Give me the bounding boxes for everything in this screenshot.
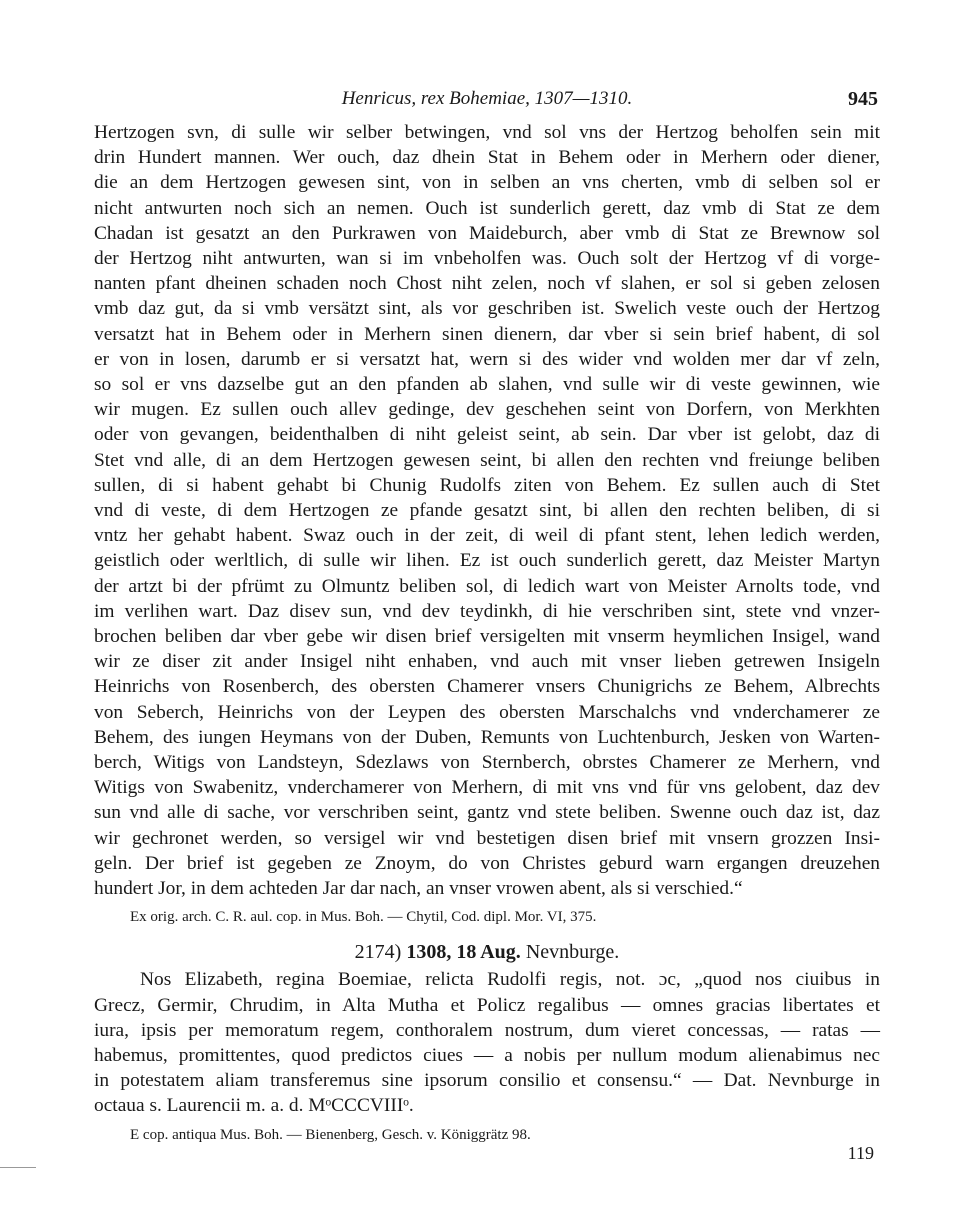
text-line: geln. Der brief ist gegeben ze Znoym, do von Christes geburd warn ergangen dreuzehen <box>94 852 880 874</box>
text-line: sullen, di si habent gehabt bi Chunig Rudolfs ziten von Behem. Ez sullen auch di Stet <box>94 474 880 496</box>
text-line: von Seberch, Heinrichs von der Leypen des obersten Marschalchs vnd vnderchamerer ze <box>94 701 880 723</box>
document-text <box>94 967 880 1118</box>
text-line: sun vnd alle di sache, vor verschriben seint, gantz vnd stete beliben. Swenne ouch daz ist, daz <box>94 802 880 824</box>
text-line: oder von gevangen, beidenthalben di niht geleist seint, ab sein. Dar vber ist gelobt, daz di <box>94 424 880 446</box>
source-citation: E cop. antiqua Mus. Boh. — Bienenberg, Gesch. v. Königgrätz 98. <box>130 1126 531 1143</box>
text-line: Grecz, Germir, Chrudim, in Alta Mutha et Policz regalibus — omnes gracias libertates et <box>94 994 880 1016</box>
running-header <box>94 84 880 120</box>
folio-number: 119 <box>847 1143 874 1163</box>
text-line: hundert Jor, in dem achteden Jar dar nach, an vnser vrowen abent, als si verschied.“ <box>94 878 743 900</box>
text-line: octaua s. Laurencii m. a. d. MᵒCCCVIIIᵒ. <box>94 1095 414 1117</box>
text-line: drin Hundert mannen. Wer ouch, daz dhein Stat in Behem oder in Merhern oder diener, <box>94 147 880 169</box>
running-title: Henricus, rex Bohemiae, 1307—1310. <box>341 88 633 109</box>
document-date: 1308, 18 Aug. <box>406 941 521 964</box>
text-line: nicht antwurten noch sich an nemen. Ouch ist sunderlich gerett, daz vmb di Stat ze dem <box>94 197 880 219</box>
text-line: der artzt bi der pfrümt zu Olmuntz beliben sol, di ledich wart von Meister Arnolts tode, vnd <box>94 575 880 597</box>
text-line: nanten pfant dheinen schaden noch Chost niht zelen, noch vf slahen, er sol si geben zelosen <box>94 273 880 295</box>
page-number: 945 <box>848 88 878 110</box>
document-heading <box>94 939 880 965</box>
text-line: wir mugen. Ez sullen ouch allev gedinge, dev geschehen seint von Dorfern, von Merkhten <box>94 399 880 421</box>
text-line: der Hertzog niht antwurten, wan si im vnbeholfen was. Ouch solt der Hertzog vf di vorge- <box>94 248 880 270</box>
text-line: Hertzogen svn, di sulle wir selber betwingen, vnd sol vns der Hertzog beholfen sein mit <box>94 122 880 143</box>
document-page <box>94 84 880 1145</box>
text-line: brochen beliben dar vber gebe wir disen brief versigelten mit vnserm heymlichen Insigel, wand <box>94 626 880 648</box>
document-number: 2174) <box>354 941 402 964</box>
text-line: vntz her gehabt habent. Swaz ouch in der zeit, di weil di pfant stent, lehen ledich werden, <box>94 525 880 547</box>
text-line: wir ze diser zit ander Insigel niht enhaben, vnd auch mit vnser lieben getrewen Insigeln <box>94 651 880 673</box>
text-line: vmb daz gut, da si vmb versätzt sint, als vor geschriben ist. Swelich veste ouch der Hertzog <box>94 298 880 320</box>
text-line: in potestatem aliam transferemus sine ipsorum consilio et consensu.“ — Dat. Nevnburge in <box>94 1070 880 1092</box>
text-line: berch, Witigs von Landsteyn, Sdezlaws von Sternberch, obrstes Chamerer ze Merhern, vnd <box>94 752 880 774</box>
text-line: so sol er vns dazselbe gut an den pfanden ab slahen, vnd sulle wir di veste gewinnen, wie <box>94 374 880 396</box>
text-line: Chadan ist gesatzt an den Purkrawen von Maideburch, aber vmb di Stat ze Brewnow sol <box>94 222 880 244</box>
text-line: Nos Elizabeth, regina Boemiae, relicta Rudolfi regis, not. ɔc, „quod nos ciuibus in <box>140 969 880 991</box>
text-line: Behem, des iungen Heymans von der Duben, Remunts von Luchtenburch, Jesken von Warten- <box>94 726 880 748</box>
text-line: die an dem Hertzogen gewesen sint, von in selben an vns cherten, vmb di selben sol er <box>94 172 880 194</box>
text-line: geistlich oder werltlich, di sulle wir lihen. Ez ist ouch sunderlich gerett, daz Meister Martyn <box>94 550 880 572</box>
edge-mark <box>0 1167 36 1168</box>
text-line: versatzt hat in Behem oder in Merhern sinen dienern, dar vber si sein brief habent, di sol <box>94 323 880 345</box>
text-line: habemus, promittentes, quod predictos ciues — a nobis per nullum modum alienabimus nec <box>94 1044 880 1066</box>
text-line: Heinrichs von Rosenberch, des obersten Chamerer vnsers Chunigrichs ze Behem, Albrechts <box>94 676 880 698</box>
text-line: Stet vnd alle, di an dem Hertzogen gewesen seint, bi allen den rechten vnd freiunge beliben <box>94 449 880 471</box>
text-line: iura, ipsis per memoratum regem, conthoralem nostrum, dum vieret concessas, — ratas — <box>94 1019 880 1041</box>
text-line: im verlihen wart. Daz disev sun, vnd dev teydinkh, di hie verschriben sint, stete vnd vnzer- <box>94 600 880 622</box>
charter-text <box>94 120 880 901</box>
text-line: vnd di veste, di dem Hertzogen ze pfande gesatzt sint, bi allen den rechten beliben, di si <box>94 500 880 522</box>
document-place: Nevnburge. <box>525 941 620 964</box>
text-line: wir gechronet werden, so versigel wir vnd bestetigen disen brief mit vnsern grozzen Insi- <box>94 827 880 849</box>
text-line: er von in losen, darumb er si versatzt hat, wern si des wider vnd wolden mer dar vf zeln, <box>94 348 880 370</box>
text-line: Witigs von Swabenitz, vnderchamerer von Merhern, di mit vns vnd für vns gelobent, daz dev <box>94 777 880 799</box>
source-citation: Ex orig. arch. C. R. aul. cop. in Mus. Boh. — Chytil, Cod. dipl. Mor. VI, 375. <box>130 909 597 926</box>
